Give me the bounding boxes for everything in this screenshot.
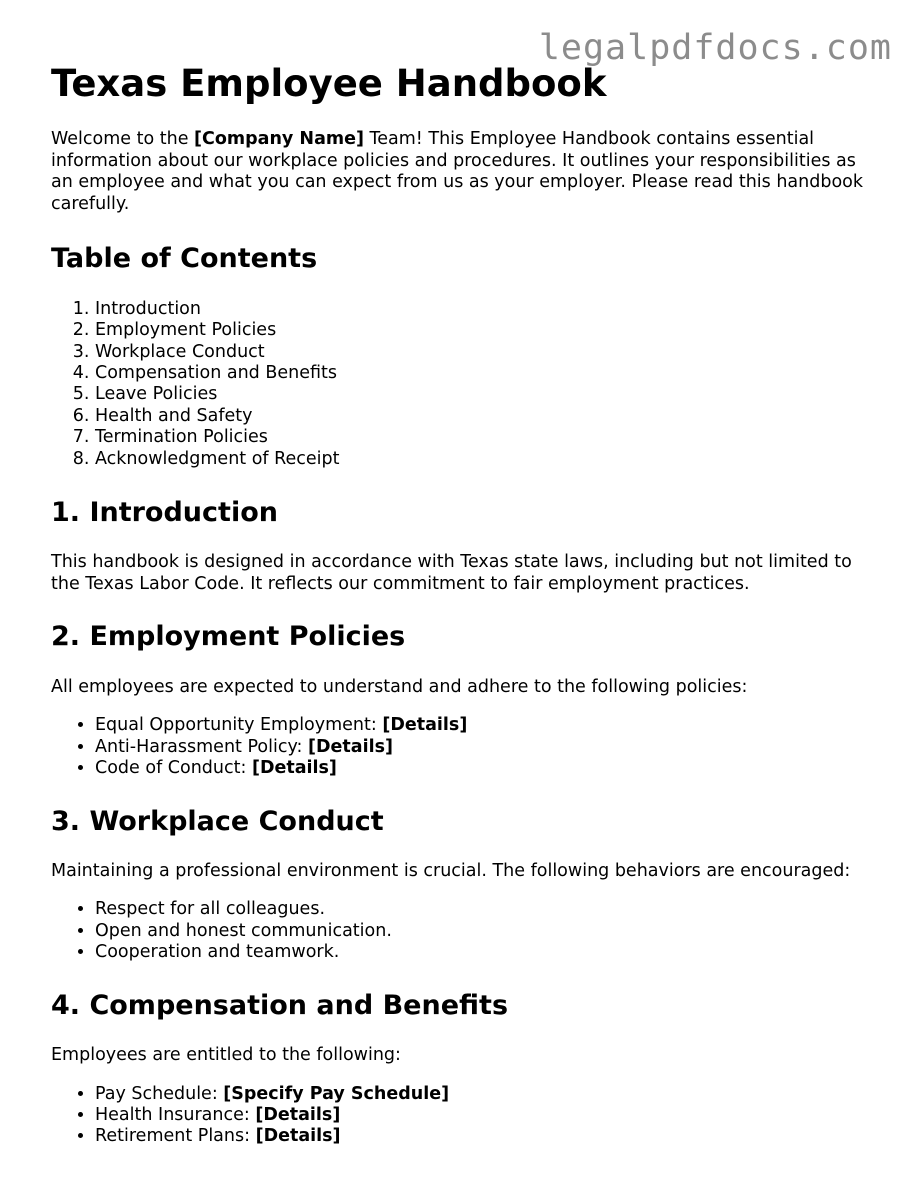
toc-item-introduction: 1. Introduction xyxy=(95,299,881,320)
policy-label: Anti-Harassment Policy: xyxy=(95,736,308,757)
benefit-label: Pay Schedule: xyxy=(95,1083,224,1104)
toc-item-acknowledgment: 8. Acknowledgment of Receipt xyxy=(95,449,881,470)
benefit-label: Health Insurance: xyxy=(95,1104,256,1125)
details-placeholder: [Details] xyxy=(255,1104,341,1125)
section-employment-heading: 2. Employment Policies xyxy=(51,621,406,653)
watermark: legalpdfdocs.com xyxy=(538,28,892,68)
section-introduction-heading: 1. Introduction xyxy=(51,497,278,529)
list-item xyxy=(95,758,881,779)
company-name-placeholder: [Company Name] xyxy=(194,129,364,150)
list-item: • Respect for all colleagues. xyxy=(95,899,881,920)
list-item xyxy=(95,1084,881,1105)
toc-item-employment-policies: 2. Employment Policies xyxy=(95,320,881,341)
policy-label: Code of Conduct: xyxy=(95,758,252,779)
section-conduct-text: Maintaining a professional environment is crucial. The following behaviors are encouraged: xyxy=(51,860,851,881)
section-conduct-heading: 3. Workplace Conduct xyxy=(51,805,384,837)
toc-list xyxy=(51,299,881,470)
benefit-label: Retirement Plans: xyxy=(95,1126,256,1147)
welcome-text-before: Welcome to the xyxy=(51,129,195,150)
details-placeholder: [Details] xyxy=(251,758,337,779)
toc-item-health-safety: 6. Health and Safety xyxy=(95,406,881,427)
toc-heading: Table of Contents xyxy=(51,243,318,275)
section-compensation-heading: 4. Compensation and Benefits xyxy=(51,989,509,1021)
policy-label: Equal Opportunity Employment: xyxy=(95,715,383,736)
list-item xyxy=(95,1126,881,1147)
list-item xyxy=(95,715,881,736)
document-page xyxy=(51,62,881,1173)
section-employment-text: All employees are expected to understand and adhere to the following policies: xyxy=(51,676,748,697)
toc-item-leave-policies: 5. Leave Policies xyxy=(95,384,881,405)
toc-item-workplace-conduct: 3. Workplace Conduct xyxy=(95,342,881,363)
employment-policy-list xyxy=(51,715,881,779)
details-placeholder: [Specify Pay Schedule] xyxy=(223,1083,450,1104)
list-item xyxy=(95,737,881,758)
conduct-list xyxy=(51,899,881,963)
list-item xyxy=(95,1105,881,1126)
toc-item-compensation: 4. Compensation and Benefits xyxy=(95,363,881,384)
welcome-paragraph xyxy=(51,129,881,215)
compensation-list xyxy=(51,1084,881,1148)
toc-item-termination: 7. Termination Policies xyxy=(95,427,881,448)
section-compensation-text: Employees are entitled to the following: xyxy=(51,1045,401,1066)
page-title: Texas Employee Handbook xyxy=(51,62,607,105)
details-placeholder: [Details] xyxy=(308,736,393,757)
section-introduction-text: This handbook is designed in accordance with Texas state laws, including but not limited to the Texas Labor Code. It reflects our commitment to fair employment practices. xyxy=(51,552,852,594)
welcome-text-after: Team! This Employee Handbook contains essential information about our workplace policies and procedures. It outlines your responsibilities as an employee and what you can expect from us as your employer. Please read this handbook carefully. xyxy=(51,129,864,214)
list-item: • Cooperation and teamwork. xyxy=(95,942,881,963)
details-placeholder: [Details] xyxy=(382,715,468,736)
list-item: • Open and honest communication. xyxy=(95,921,881,942)
details-placeholder: [Details] xyxy=(255,1126,341,1147)
